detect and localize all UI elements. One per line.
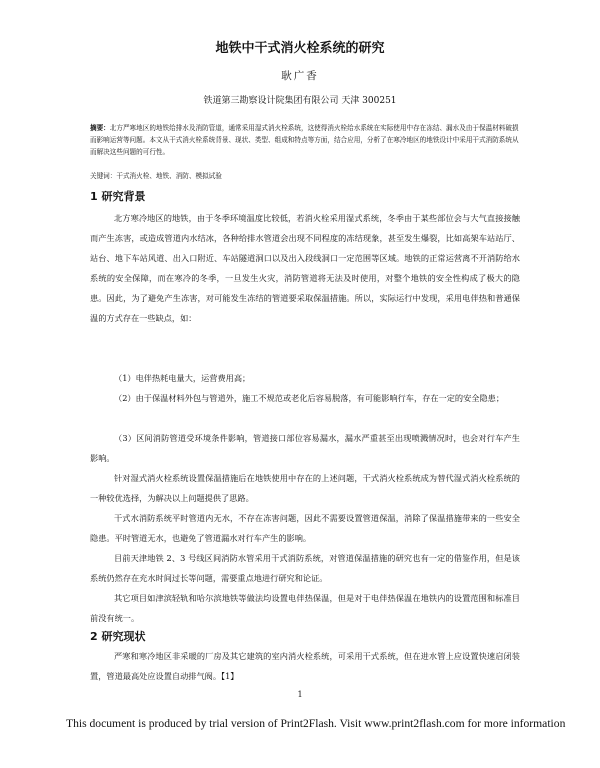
list-item: （3）区间消防管道受环境条件影响，管道接口部位容易漏水，漏水严重甚至出现喷溅情况时，也会对行车产生影响。 (90, 433, 520, 463)
list-item: （2）由于保温材料外包与管道外，施工不规范或老化后容易脱落，有可能影响行车，存在一定的安全隐患； (114, 393, 505, 403)
paragraph: 干式水消防系统平时管道内无水，不存在冻害问题，因此不需要设置管道保温，消除了保温措施带来的一些安全隐患。平时管道无水，也避免了管道漏水对行车产生的影响。 (90, 513, 520, 543)
abstract-text: 北方严寒地区的地铁给排水及消防管道，通常采用湿式消火栓系统，这使得消火栓给水系统在实际使用中存在冻结、漏水及由于保温材料破损而影响运营等问题。本文从干式消火栓系统背景、现状、类型、组成和特点等方面，结合应用，分析了在寒冷地区的地铁设计中采用干式消防系统从而解决这些问题的可行性。 (90, 124, 519, 156)
paragraph: 其它项目如津滨轻轨和哈尔滨地铁等做法均设置电伴热保温，但是对于电伴热保温在地铁内的设置范围和标准目前没有统一。 (90, 593, 520, 623)
trial-watermark-footer: This document is produced by trial version of Print2Flash. Visit www.print2flash.com for more information (66, 717, 566, 730)
paragraph: 北方寒冷地区的地铁，由于冬季环境温度比较低，若消火栓采用湿式系统，冬季由于某些部位会与大气直接接触而产生冻害，或造成管道内水结冰，各种给排水管道会出现不同程度的冻结现象，甚至发生爆裂，比如高架车站站厅、站台、地下车站风道、出入口附近、车站隧道洞口以及出入段线洞口一定范围等区域。地铁的正常运营离不开消防给水系统的安全保障，而在寒冷的冬季，一旦发生火灾，消防管道将无法及时使用，对整个地铁的安全性构成了极大的隐患。因此，为了避免产生冻害，对可能发生冻结的管道要采取保温措施。所以，实际运行中发现，采用电伴热和普通保温的方式存在一些缺点，如： (90, 213, 520, 323)
author-name: 耿广香 (281, 70, 319, 82)
abstract (90, 122, 520, 158)
keywords (90, 170, 520, 182)
paragraph: 严寒和寒冷地区非采暖的厂房及其它建筑的室内消火栓系统，可采用干式系统，但在进水管上应设置快速启闭装置，管道最高处应设置自动排气阀。【1】 (90, 651, 520, 681)
abstract-label: 摘要： (90, 124, 110, 132)
paragraph: 目前天津地铁 2、3 号线区间消防水管采用干式消防系统，对管道保温措施的研究也有一定的借鉴作用，但是该系统仍然存在充水时间过长等问题，需要重点地进行研究和论证。 (90, 553, 520, 583)
section-heading-2: 2 研究现状 (90, 630, 146, 643)
paragraph: 针对湿式消火栓系统设置保温措施后在地铁使用中存在的上述问题，干式消火栓系统成为替代湿式消火栓系统的一种较优选择，为解决以上问题提供了思路。 (90, 473, 520, 503)
keywords-text: 干式消火栓、地铁、消防、模拟试验 (116, 172, 222, 180)
paper-title: 地铁中干式消火栓系统的研究 (215, 41, 385, 56)
page-number: 1 (297, 690, 303, 699)
list-item: （1）电伴热耗电量大，运营费用高； (114, 373, 251, 383)
author-affiliation: 铁道第三勘察设计院集团有限公司 天津 300251 (203, 96, 397, 106)
keywords-label: 关键词： (90, 172, 117, 180)
section-heading-1: 1 研究背景 (90, 190, 146, 203)
